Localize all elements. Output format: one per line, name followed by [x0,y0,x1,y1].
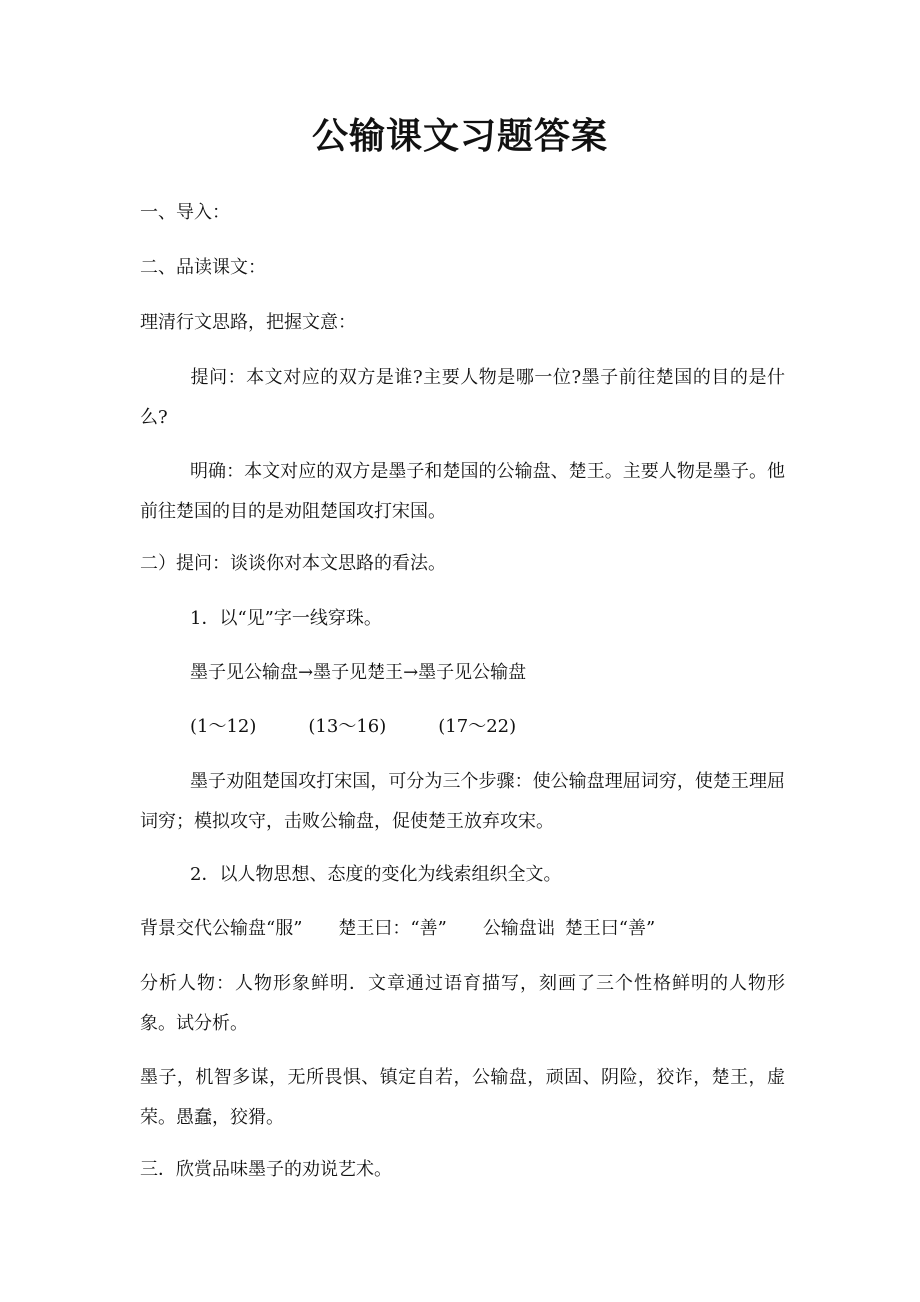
point-1-heading: 1．以“见”字一线穿珠。 [190,608,382,629]
question-approach: 二）提问：谈谈你对本文思路的看法。 [140,553,446,574]
answer-text: 明确：本文对应的双方是墨子和楚国的公输盘、楚王。主要人物是墨子。他前往楚国的目的是劝阻楚国攻打宋国。 [140,461,785,522]
range-2: (13～16) [308,716,387,737]
range-3: (17～22) [438,716,517,737]
attitude-line [140,912,785,946]
section-reading: 二、品读课文： [140,257,266,278]
answer-paragraph [140,452,785,532]
page-title: 公输课文习题答案 [311,116,608,157]
sequence-line: 墨子见公输盘→墨子见楚王→墨子见公输盘 [190,662,527,683]
attitude-4: 楚王曰“善” [564,918,656,939]
steps-text: 墨子劝阻楚国攻打宋国，可分为三个步骤：使公输盘理屈词穷，使楚王理屈词穷；模拟攻守，击败公输盘，促使楚王放弃攻宋。 [140,771,785,832]
question-paragraph [140,358,785,438]
paragraph-ranges [190,710,785,744]
point-2-heading: 2．以人物思想、态度的变化为线索组织全文。 [190,864,562,885]
attitude-3: 公输盘诎 [482,918,555,939]
character-traits-paragraph: 墨子，机智多谋，无所畏惧、镇定自若，公输盘，顽固、阴险，狡诈，楚王，虚荣。愚蠢，狡猾。 [140,1067,785,1128]
steps-paragraph [140,762,785,842]
paragraph-outline: 理清行文思路，把握文意： [140,312,356,333]
attitude-2: 楚王曰：“善” [338,918,447,939]
character-analysis-paragraph: 分析人物：人物形象鲜明．文章通过语育描写，刻画了三个性格鲜明的人物形象。试分析。 [140,973,785,1034]
section-intro: 一、导入： [140,202,230,223]
range-1: (1～12) [190,716,257,737]
section-persuasion: 三．欣赏品味墨子的劝说艺术。 [140,1159,392,1180]
question-text: 提问：本文对应的双方是谁?主要人物是哪一位?墨子前往楚国的目的是什么? [140,367,785,428]
attitude-1: 背景交代公输盘“服” [140,918,303,939]
